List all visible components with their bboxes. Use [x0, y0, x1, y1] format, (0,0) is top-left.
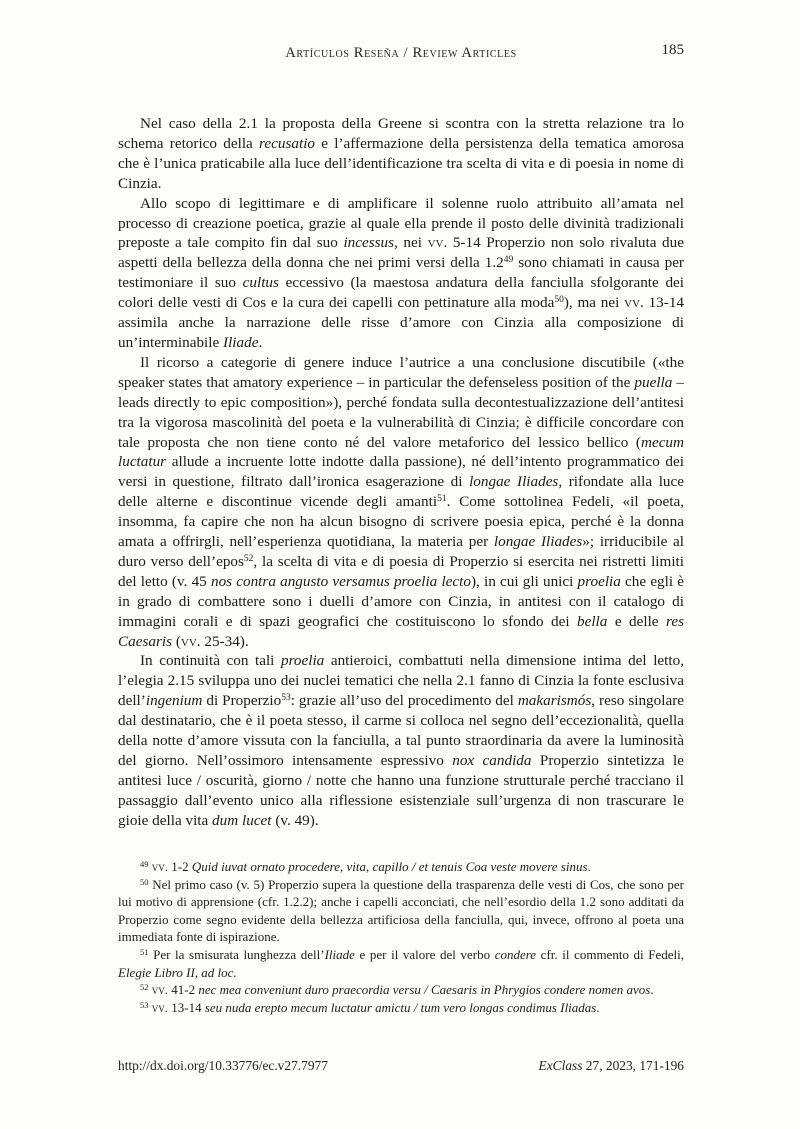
text-segment: Nel caso della 2.1 la proposta della Greene si scontra con la stretta relazione tra lo schema retorico della	[118, 115, 684, 152]
text-segment: vv.	[151, 859, 168, 874]
text-segment: vv.	[624, 294, 644, 312]
text-segment: bella	[577, 612, 608, 630]
text-segment: – leads directly to epic composition»), perché fondata sulla decontestualizzazione dell’antitesi tra la vigorosa mascolinità del poeta e la vulnerabilità di Cinzia; è difficile concordare con tale proposta che non tiene conto né del valore metaforico del lessico bellico (	[118, 373, 684, 451]
text-segment: nec mea conveniunt duro praecordia versu / Caesaris in Phrygios condere nomen avos	[198, 982, 651, 998]
footnote-marker: 50	[554, 295, 564, 306]
text-segment: In continuità con tali	[140, 652, 281, 670]
footnote-number: 50	[140, 876, 149, 887]
text-segment: nos contra angusto versamus proelia lecto	[210, 572, 471, 590]
footnote-marker: 49	[503, 255, 514, 266]
text-segment: , la scelta di vita e di poesia di Properzio si esercita nei ristretti limiti del letto (v. 45	[118, 552, 684, 590]
text-segment: Quid iuvat ornato procedere, vita, capillo / et tenuis Coa veste movere sinus	[191, 859, 588, 874]
text-segment: .	[587, 859, 591, 874]
text-segment: 5-14 Properzio non solo rivaluta due aspetti della bellezza della donna che nei primi versi della 1.2	[118, 234, 684, 272]
text-segment: cfr. il commento di Fedeli,	[536, 946, 684, 962]
text-segment: .	[258, 333, 263, 351]
text-segment: longae Iliades	[469, 473, 559, 491]
text-segment: 41-2	[168, 982, 199, 998]
journal-citation	[539, 1058, 684, 1074]
text-segment: vv.	[180, 632, 201, 650]
text-segment: vv.	[151, 982, 168, 998]
text-segment: Iliade	[223, 333, 259, 351]
text-segment: : grazie all’uso del procedimento del	[290, 692, 518, 710]
page-header	[118, 42, 684, 67]
text-segment: 13-14 assimila anche la narrazione delle risse d’amore con Cinzia alla composizione di un’interminabile	[118, 294, 684, 351]
footnote-49	[118, 858, 684, 876]
footnote-marker: 51	[437, 494, 447, 505]
footnote-50	[118, 876, 684, 946]
footnote-number: 49	[140, 859, 149, 869]
running-title: Artículos Reseña / Review Articles	[285, 45, 517, 61]
text-segment: seu nuda erepto mecum luctatur amictu / tum vero longas condimus Iliadas	[204, 999, 597, 1015]
text-segment: (	[172, 632, 181, 650]
text-segment: antieroici, combattuti nella dimensione intima del letto, l’elegia 2.15 sviluppa uno dei nuclei tematici che nella 2.1 fanno di Cinzia la fonte esclusiva dell’	[118, 652, 684, 710]
text-segment: , rifondate alla luce delle alterne e discontinue vicende degli amanti	[118, 473, 684, 511]
text-segment: condere	[494, 946, 537, 962]
footnote-51	[118, 946, 684, 981]
text-segment: , reso singolare dal destinatario, che è il poeta stesso, il carme si colloca nel segno dell’eccezionalità, quella della notte d’amore vissuta con la fanciulla, a tal punto straordinaria da avere la luminosità del giorno. Nell’ossimoro intensamente espressivo	[118, 692, 684, 769]
text-segment: res Caesaris	[118, 612, 684, 650]
page-number: 185	[661, 42, 684, 58]
text-segment: allude a incruente lotte indotte dalla passione), né dell’intento programmatico dei versi in questione, filtrato dall’ironica esagerazione di	[118, 453, 684, 491]
footnote-53	[118, 999, 684, 1017]
text-segment: proelia	[577, 572, 621, 590]
text-segment: »; irriducibile al duro verso dell’epos	[118, 533, 684, 570]
text-segment: Allo scopo di legittimare e di amplificare il solenne ruolo attribuito all’amata nel processo di creazione poetica, grazie al quale ella prende il posto delle divinità tradizionali preposte a tale compito fin dal suo	[118, 194, 684, 252]
text-segment: longae Iliades	[493, 533, 583, 551]
text-segment: (v. 49).	[271, 811, 319, 829]
text-segment: di Properzio	[202, 692, 282, 710]
footnotes	[118, 858, 684, 1016]
footnote-marker: 53	[281, 693, 291, 704]
text-segment: eccessivo (la maestosa andatura della fanciulla sfolgorante dei colori delle vesti di Cos e la cura dei capelli con pettinature alla moda	[118, 274, 684, 312]
footnote-marker: 52	[243, 553, 254, 564]
text-segment: e delle	[607, 612, 666, 630]
text-segment: puella	[634, 373, 673, 391]
text-segment: Elegie Libro II, ad loc.	[118, 964, 237, 980]
footnote-number: 51	[140, 946, 149, 957]
text-segment: e l’affermazione della persistenza della tematica amorosa che è l’unica praticabile alla luce dell’identificazione tra scelta di vita e di poesia in nome di Cinzia.	[118, 134, 684, 192]
text-segment: nox candida	[452, 752, 532, 769]
text-segment: cultus	[242, 274, 279, 292]
text-segment: Per la smisurata lunghezza dell’	[153, 946, 325, 962]
text-segment: , nei	[394, 234, 428, 252]
text-segment: mecum luctatur	[118, 433, 684, 471]
text-segment: .	[596, 999, 600, 1015]
text-segment: Properzio sintetizza le antitesi luce / oscurità, giorno / notte che hanno una funzione strutturale perché tracciano il passaggio dall’evento unico alla riflessione esistenziale sull’urgenza di non trascurare le gioie della vita	[118, 752, 684, 829]
text-segment: incessus	[343, 234, 395, 252]
journal-name: ExClass	[538, 1058, 583, 1073]
paragraph-4	[118, 651, 684, 830]
text-segment: vv.	[427, 234, 448, 252]
paragraph-2	[118, 194, 684, 353]
text-segment: Nel primo caso (v. 5) Properzio supera la questione della trasparenza delle vesti di Cos, che sono per lui motivo di apprensione (cfr. 1.2.2); anche i capelli acconciati, che nell’esordio della 1.2 sono additati da Properzio come segno evidente della bellezza artificiosa della fanciulla, qui, invece, offrono al poeta una immediata fonte di ispirazione.	[118, 876, 684, 945]
text-segment: 13-14	[168, 999, 205, 1015]
text-segment: recusatio	[259, 134, 316, 152]
text-segment: dum lucet	[212, 811, 272, 829]
text-segment: Iliade	[324, 946, 355, 962]
text-segment: ), ma nei	[563, 294, 625, 312]
footnote-number: 52	[140, 982, 149, 993]
text-segment: e per il valore del verbo	[354, 946, 495, 962]
text-segment: 25-34).	[200, 632, 249, 650]
text-segment: vv.	[151, 999, 168, 1015]
text-segment: 1-2	[168, 859, 192, 874]
text-segment: sono chiamati in causa per testimoniare il suo	[118, 254, 684, 292]
text-segment: Il ricorso a categorie di genere induce l’autrice a una conclusione discutibile («the speaker states that amatory experience – in particular the defenseless position of the	[118, 353, 684, 391]
doi-text: http://dx.doi.org/10.33776/ec.v27.7977	[118, 1058, 328, 1073]
footnote-52	[118, 981, 684, 999]
text-segment: che egli è in grado di combattere sono i duelli d’amore con Cinzia, in antitesi con il catalogo di immagini corali e di spazi geografici che costituiscono lo sfondo dei	[118, 572, 684, 630]
text-segment: ), in cui gli unici	[470, 572, 578, 590]
text-segment: .	[650, 982, 654, 998]
text-segment: proelia	[280, 652, 325, 670]
citation-rest: 27, 2023, 171-196	[582, 1058, 684, 1073]
paragraph-3	[118, 353, 684, 652]
text-segment: ingenium	[145, 692, 203, 710]
text-segment: . Come sottolinea Fedeli, «il poeta, insomma, fa capire che non ha alcun bisogno di scrivere poesia epica, perché è la donna amata a offrirgli, nell’esperienza quotidiana, la materia per	[118, 493, 684, 551]
footnote-number: 53	[140, 999, 149, 1010]
paragraph-1	[118, 114, 684, 194]
text-segment: makarismós	[517, 692, 592, 710]
body-paragraphs	[118, 114, 684, 831]
page-footer	[118, 1058, 684, 1074]
